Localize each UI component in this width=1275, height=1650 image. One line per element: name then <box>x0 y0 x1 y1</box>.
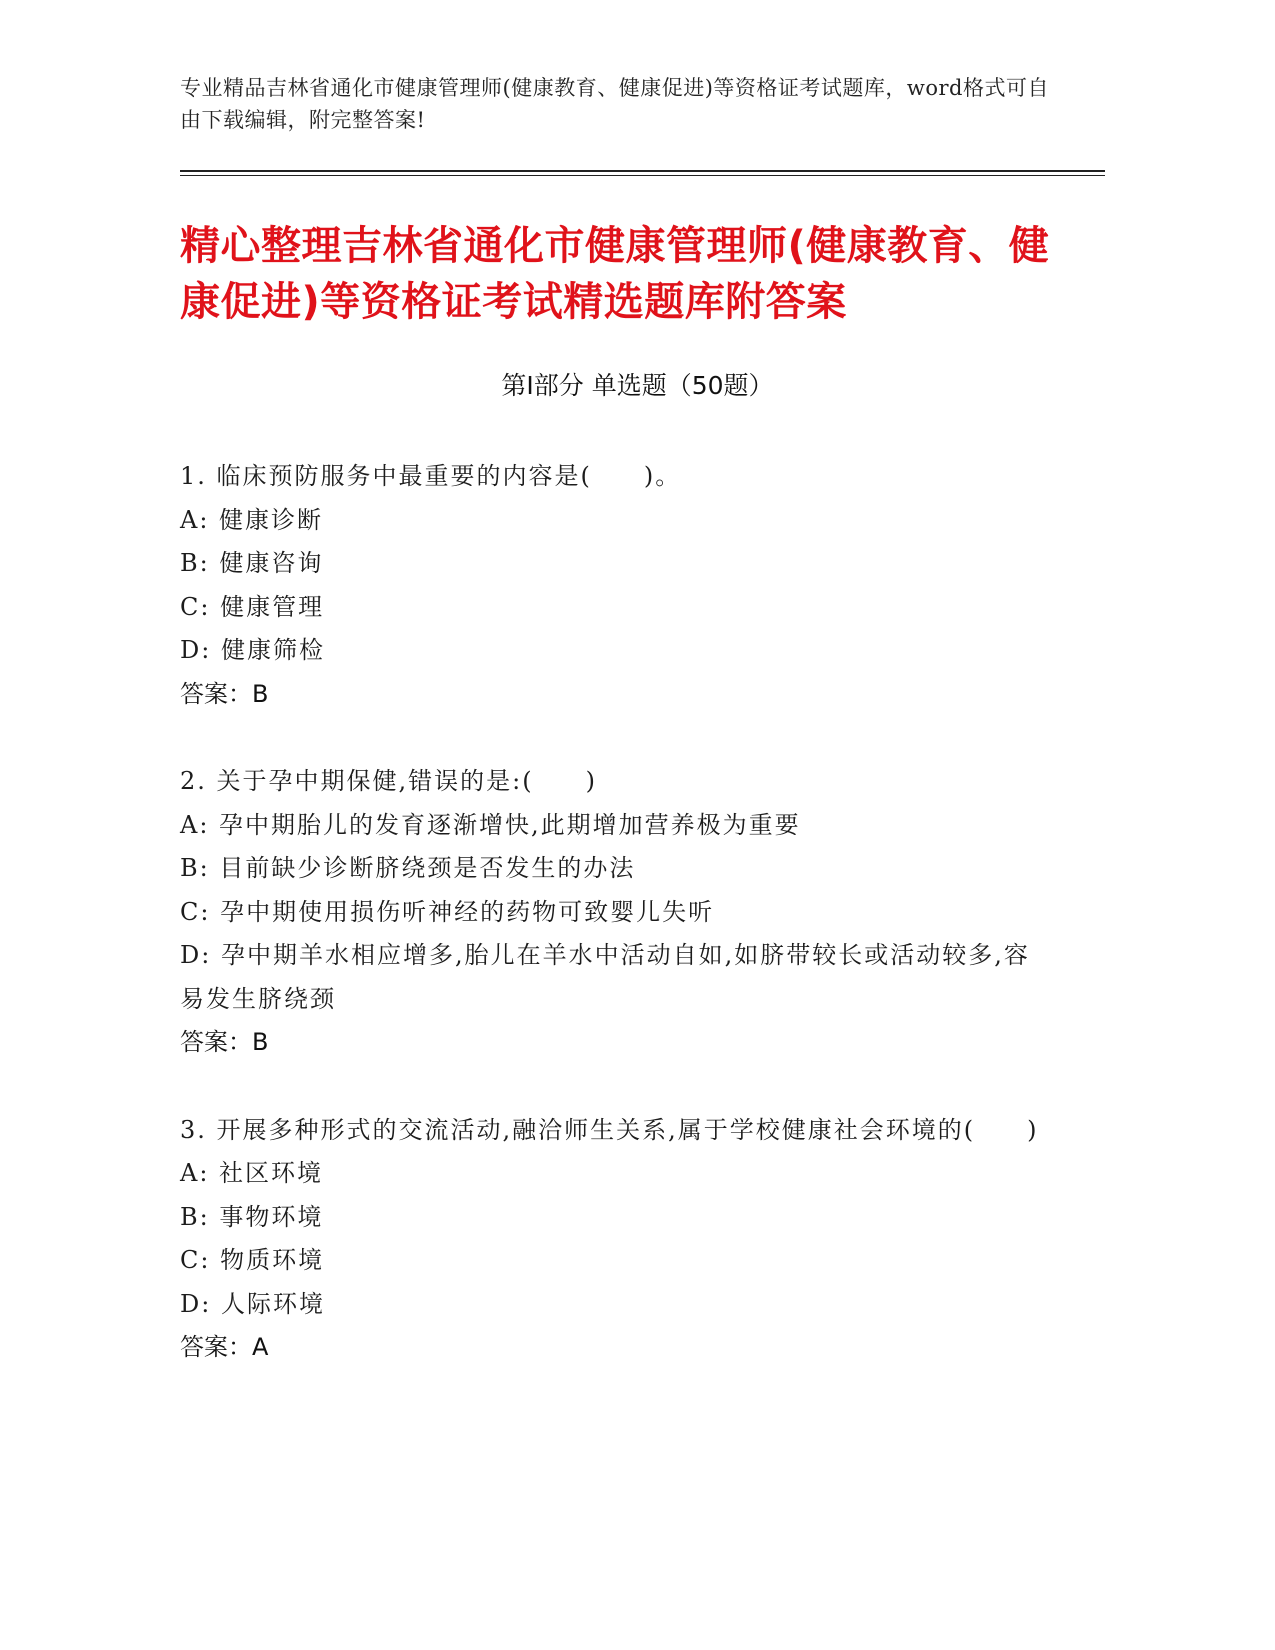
question-spacer <box>180 1065 1040 1109</box>
option-b: B: 健康咨询 <box>180 549 324 577</box>
option-a: A: 社区环境 <box>180 1159 324 1187</box>
option-c: C: 健康管理 <box>180 592 325 621</box>
question-list <box>180 455 1040 1370</box>
section-title: 第Ⅰ部分 单选题（50题） <box>501 371 774 400</box>
option-d: D: 健康筛检 <box>180 636 325 664</box>
answer: 答案：B <box>180 679 269 708</box>
question-1 <box>180 455 1040 716</box>
question-stem: 1. 临床预防服务中最重要的内容是( )。 <box>180 462 682 490</box>
option-a: A: 孕中期胎儿的发育逐渐增快,此期增加营养极为重要 <box>180 810 801 839</box>
question-3 <box>180 1109 1040 1370</box>
option-b: B: 目前缺少诊断脐绕颈是否发生的办法 <box>180 854 636 882</box>
question-spacer <box>180 716 1040 760</box>
question-stem: 2. 关于孕中期保健,错误的是:( ) <box>180 767 597 795</box>
header-divider <box>180 170 1105 176</box>
option-d: D: 人际环境 <box>180 1289 325 1318</box>
document-title: 精心整理吉林省通化市健康管理师(健康教育、健康促进)等资格证考试精选题库附答案 <box>180 223 1050 325</box>
option-c: C: 孕中期使用损伤听神经的药物可致婴儿失听 <box>180 897 715 926</box>
option-a: A: 健康诊断 <box>180 505 324 534</box>
answer: 答案：B <box>180 1028 269 1056</box>
option-b: B: 事物环境 <box>180 1202 324 1231</box>
option-d: D: 孕中期羊水相应增多,胎儿在羊水中活动自如,如脐带较长或活动较多,容易发生脐绕颈 <box>180 941 1030 1013</box>
answer: 答案：A <box>180 1333 269 1361</box>
header-note: 专业精品吉林省通化市健康管理师(健康教育、健康促进)等资格证考试题库，word格式可自由下载编辑，附完整答案! <box>180 76 1049 132</box>
question-2 <box>180 760 1040 1065</box>
option-c: C: 物质环境 <box>180 1246 325 1274</box>
question-stem: 3. 开展多种形式的交流活动,融洽师生关系,属于学校健康社会环境的( ) <box>180 1115 1039 1144</box>
